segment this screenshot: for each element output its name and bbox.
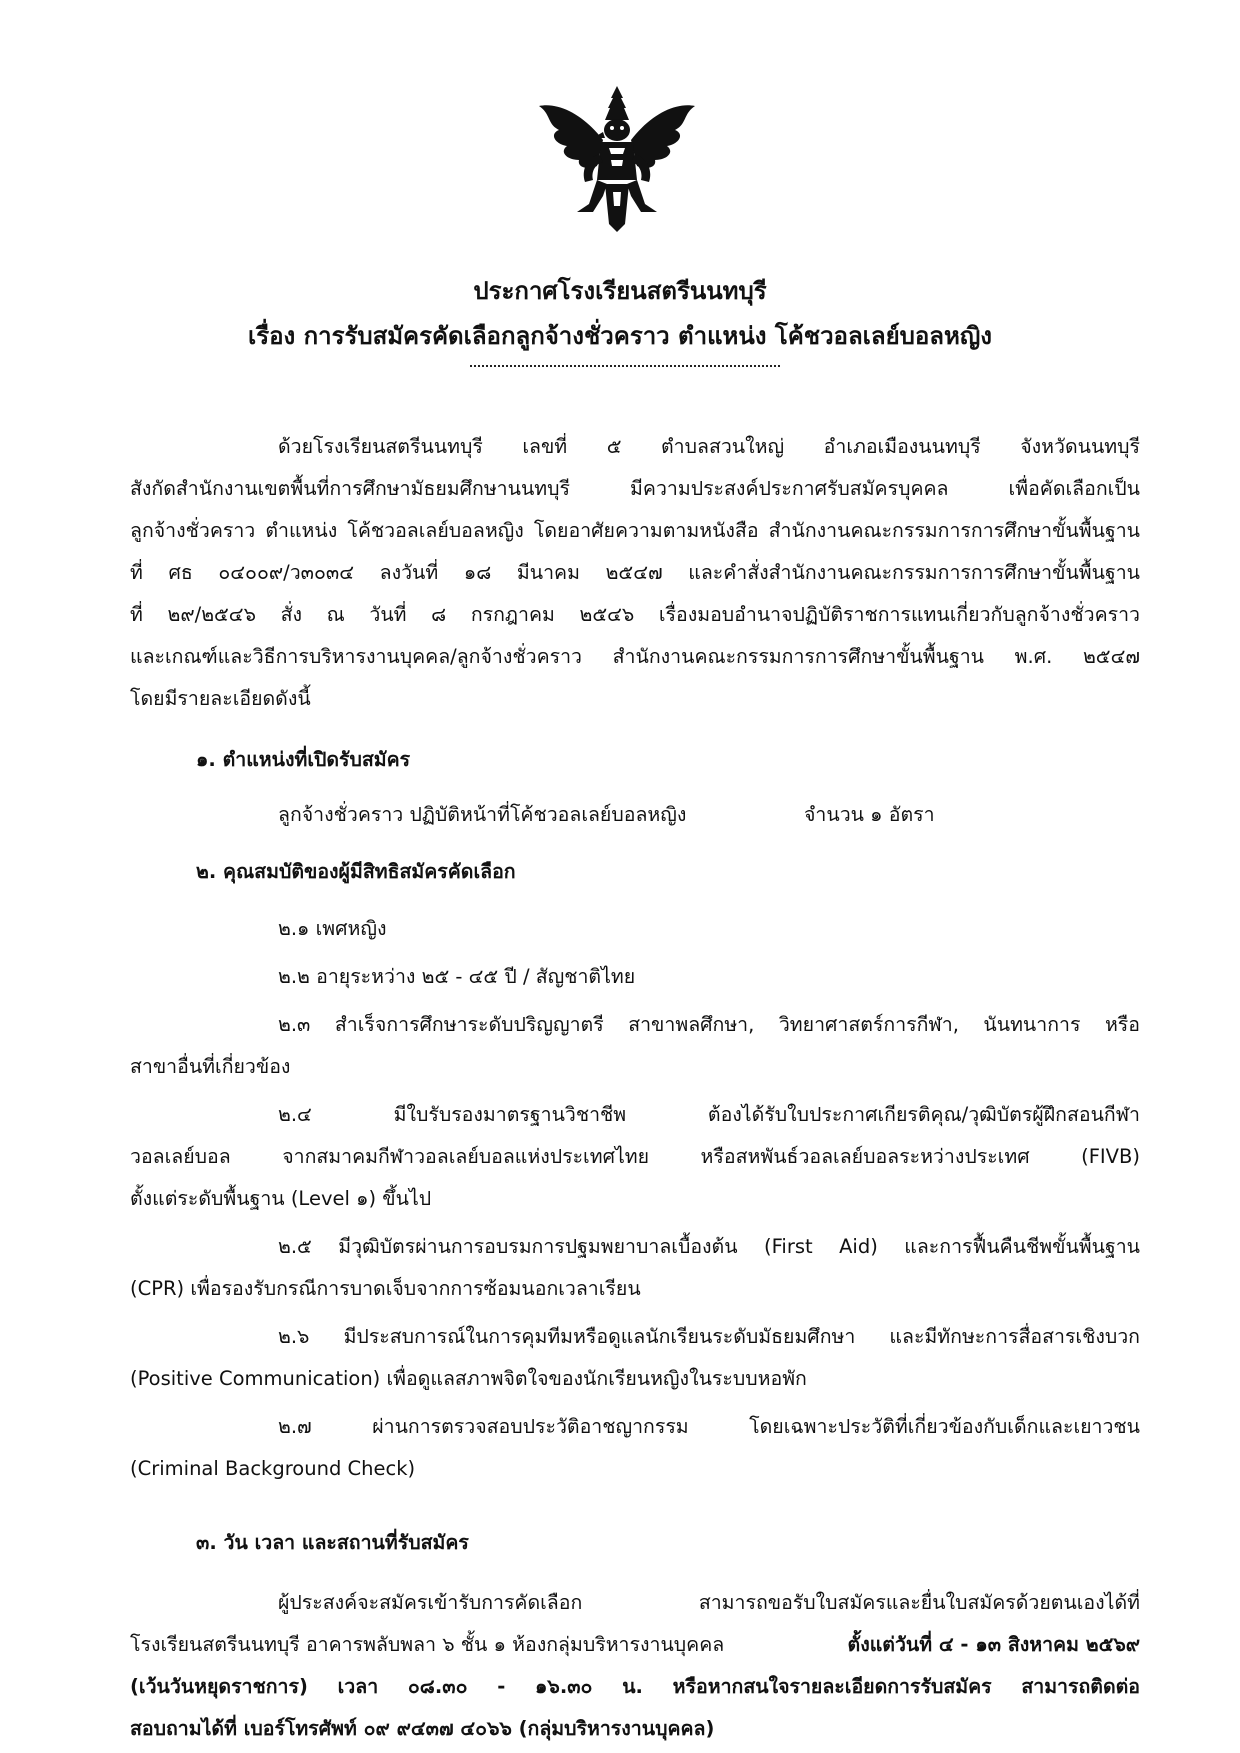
qualification-2-4-cont2: ตั้งแต่ระดับพื้นฐาน (Level ๑) ขึ้นไป bbox=[130, 1187, 432, 1210]
intro-line-5: ที่ ๒๙/๒๕๔๖ สั่ง ณ วันที่ ๘ กรกฎาคม ๒๕๔๖ เรื่องมอบอำนาจปฏิบัติราชการแทนเกี่ยวกับลูกจ้างชั่วคราว bbox=[130, 603, 1140, 626]
position-title: ลูกจ้างชั่วคราว ปฏิบัติหน้าที่โค้ชวอลเลย์บอลหญิง bbox=[278, 803, 687, 826]
intro-line-7: โดยมีรายละเอียดดังนี้ bbox=[130, 687, 311, 710]
application-line-2 bbox=[130, 1630, 1140, 1659]
qualification-2-1: ๒.๑ เพศหญิง bbox=[278, 917, 387, 940]
application-line-4: สอบถามได้ที่ เบอร์โทรศัพท์ ๐๙ ๙๔๓๗ ๔๐๖๖ (กลุ่มบริหารงานบุคคล) bbox=[130, 1717, 715, 1740]
intro-line-1: ด้วยโรงเรียนสตรีนนทบุรี เลขที่ ๕ ตำบลสวนใหญ่ อำเภอเมืองนนทบุรี จังหวัดนนทบุรี bbox=[278, 435, 1140, 458]
qualification-2-3: ๒.๓ สำเร็จการศึกษาระดับปริญญาตรี สาขาพลศึกษา, วิทยาศาสตร์การกีฬา, นันทนาการ หรือ bbox=[278, 1013, 1140, 1036]
position-count: จำนวน ๑ อัตรา bbox=[804, 803, 935, 826]
application-location: โรงเรียนสตรีนนทบุรี อาคารพลับพลา ๖ ชั้น ๑ ห้องกลุ่มบริหารงานบุคคล bbox=[130, 1633, 725, 1656]
announcement-subject: เรื่อง การรับสมัครคัดเลือกลูกจ้างชั่วคราว ตำแหน่ง โค้ชวอลเลย์บอลหญิง bbox=[247, 322, 992, 350]
qualification-2-3-cont: สาขาอื่นที่เกี่ยวข้อง bbox=[130, 1055, 291, 1078]
intro-line-4: ที่ ศธ ๐๔๐๐๙/ว๓๐๓๔ ลงวันที่ ๑๘ มีนาคม ๒๕๔๗ และคำสั่งสำนักงานคณะกรรมการการศึกษาขั้นพื้นฐาน bbox=[130, 561, 1140, 584]
intro-line-3: ลูกจ้างชั่วคราว ตำแหน่ง โค้ชวอลเลย์บอลหญิง โดยอาศัยความตามหนังสือ สำนักงานคณะกรรมการการศึกษาขั้นพื้นฐาน bbox=[130, 519, 1140, 542]
application-line-3: (เว้นวันหยุดราชการ) เวลา ๐๘.๓๐ - ๑๖.๓๐ น. หรือหากสนใจรายละเอียดการรับสมัคร สามารถติดต่อ bbox=[130, 1675, 1140, 1698]
qualification-2-4-cont: วอลเลย์บอล จากสมาคมกีฬาวอลเลย์บอลแห่งประเทศไทย หรือสหพันธ์วอลเลย์บอลระหว่างประเทศ (FIVB) bbox=[130, 1145, 1140, 1168]
intro-line-6: และเกณฑ์และวิธีการบริหารงานบุคคล/ลูกจ้างชั่วคราว สำนักงานคณะกรรมการการศึกษาขั้นพื้นฐาน พ.ศ. ๒๕๔๗ bbox=[130, 645, 1140, 668]
qualification-2-2: ๒.๒ อายุระหว่าง ๒๕ - ๔๕ ปี / สัญชาติไทย bbox=[278, 965, 636, 988]
garuda-emblem-icon bbox=[533, 84, 701, 234]
qualification-2-4: ๒.๔ มีใบรับรองมาตรฐานวิชาชีพ ต้องได้รับใบประกาศเกียรติคุณ/วุฒิบัตรผู้ฝึกสอนกีฬา bbox=[278, 1103, 1140, 1126]
section-3-heading: ๓. วัน เวลา และสถานที่รับสมัคร bbox=[196, 1531, 469, 1554]
application-line-1: ผู้ประสงค์จะสมัครเข้ารับการคัดเลือก สามารถขอรับใบสมัครและยื่นใบสมัครด้วยตนเองได้ที่ bbox=[278, 1591, 1140, 1614]
dotted-divider bbox=[470, 365, 780, 367]
qualification-2-6: ๒.๖ มีประสบการณ์ในการคุมทีมหรือดูแลนักเรียนระดับมัธยมศึกษา และมีทักษะการสื่อสารเชิงบวก bbox=[278, 1325, 1140, 1348]
qualification-2-6-cont: (Positive Communication) เพื่อดูแลสภาพจิตใจของนักเรียนหญิงในระบบหอพัก bbox=[130, 1367, 807, 1390]
section-1-heading: ๑. ตำแหน่งที่เปิดรับสมัคร bbox=[196, 748, 411, 771]
qualification-2-5: ๒.๕ มีวุฒิบัตรผ่านการอบรมการปฐมพยาบาลเบื้องต้น (First Aid) และการฟื้นคืนชีพขั้นพื้นฐาน bbox=[278, 1235, 1140, 1258]
section-2-heading: ๒. คุณสมบัติของผู้มีสิทธิสมัครคัดเลือก bbox=[196, 860, 516, 883]
intro-line-2: สังกัดสำนักงานเขตพื้นที่การศึกษามัธยมศึกษานนทบุรี มีความประสงค์ประกาศรับสมัครบุคคล เพื่อคัดเลือกเป็น bbox=[130, 477, 1140, 500]
application-dates: ตั้งแต่วันที่ ๔ - ๑๓ สิงหาคม ๒๕๖๙ bbox=[847, 1633, 1140, 1656]
qualification-2-5-cont: (CPR) เพื่อรองรับกรณีการบาดเจ็บจากการซ้อมนอกเวลาเรียน bbox=[130, 1277, 641, 1300]
announcement-title: ประกาศโรงเรียนสตรีนนทบุรี bbox=[473, 277, 767, 305]
qualification-2-7-cont: (Criminal Background Check) bbox=[130, 1457, 416, 1480]
qualification-2-7: ๒.๗ ผ่านการตรวจสอบประวัติอาชญากรรม โดยเฉพาะประวัติที่เกี่ยวข้องกับเด็กและเยาวชน bbox=[278, 1415, 1140, 1438]
